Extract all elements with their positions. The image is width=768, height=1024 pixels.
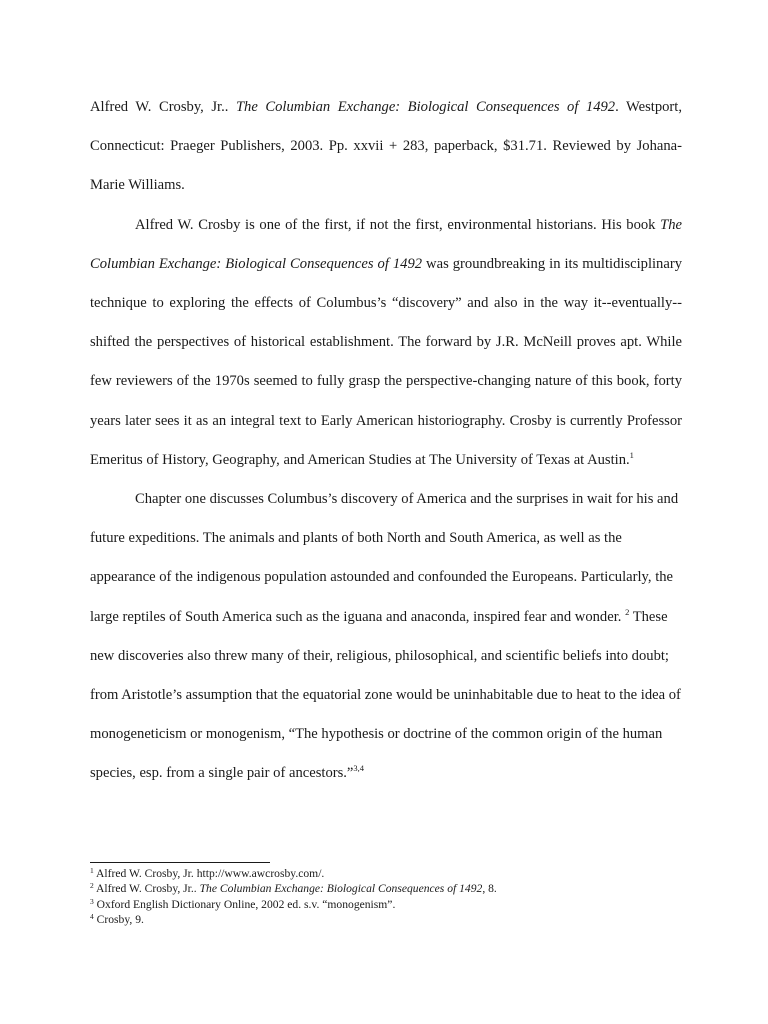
footnotes xyxy=(90,866,682,928)
paragraph-intro-text-b: was groundbreaking in its multidisciplinary technique to exploring the effects of Columbus’s “discovery” and also in the way it--eventually--shifted the perspectives of historical establishment. The forward by J.R. McNeill proves apt. While few reviewers of the 1970s seemed to fully grasp the perspective-changing nature of this book, forty years later sees it as an integral text to Early American historiography. Crosby is currently Professor Emeritus of History, Geography, and American Studies at The University of Texas at Austin. xyxy=(90,255,682,468)
footnote-number: 4 xyxy=(90,912,94,922)
footnote-number: 1 xyxy=(90,866,94,875)
footnote-number: 2 xyxy=(90,881,94,891)
footnote-text-page: , 8. xyxy=(482,882,497,896)
footnote-book-title: The Columbian Exchange: Biological Consequences of 1492 xyxy=(199,882,483,896)
paragraph-chapter-one-text-b: These new discoveries also threw many of their, religious, philosophical, and scientific beliefs into doubt; from Aristotle’s assumption that the equatorial zone would be uninhabitable due to heat to the idea of monogeneticism or monogenism, “The hypothesis or doctrine of the common origin of the human species, esp. from a single pair of ancestors.” xyxy=(90,608,681,782)
paragraph-chapter-one xyxy=(90,480,682,794)
footnote-4 xyxy=(90,912,682,927)
footnote-text: Crosby, 9. xyxy=(93,913,144,927)
citation-paragraph xyxy=(90,88,682,206)
citation-publication: . Westport, Connecticut: Praeger Publishers, 2003. Pp. xxvii + 283, paperback, $31.71. Reviewed by Johana-Marie Williams. xyxy=(90,99,682,194)
footnote-number: 3 xyxy=(90,896,94,906)
footnote-text: Oxford English Dictionary Online, 2002 ed. s.v. “monogenism”. xyxy=(93,897,396,911)
footnote-reference-1[interactable]: 1 xyxy=(629,449,634,460)
footnote-text: Alfred W. Crosby, Jr.. xyxy=(93,882,200,896)
footnote-reference-2[interactable]: 2 xyxy=(625,606,630,617)
paragraph-intro xyxy=(90,206,682,480)
citation-title: The Columbian Exchange: Biological Consequences of 1492 xyxy=(235,99,616,115)
footnote-reference-3-4[interactable]: 3,4 xyxy=(353,763,365,774)
citation-author: Alfred W. Crosby, Jr.. xyxy=(90,99,236,115)
footnote-2 xyxy=(90,881,682,896)
footnote-text: Alfred W. Crosby, Jr. http://www.awcrosby.com/. xyxy=(93,867,325,880)
footnote-divider xyxy=(90,862,270,863)
footnote-3 xyxy=(90,897,682,912)
paragraph-intro-text-a: Alfred W. Crosby is one of the first, if not the first, environmental historians. His book xyxy=(135,216,661,233)
paragraph-chapter-one-text-a: Chapter one discusses Columbus’s discovery of America and the surprises in wait for his and future expeditions. The animals and plants of both North and South America, as well as the appearance of the indigenous population astounded and confounded the Europeans. Particularly, the large reptiles of South America such as the iguana and anaconda, inspired fear and wonder. xyxy=(90,491,679,625)
review-body xyxy=(90,88,682,794)
paragraph-intro-book-title: The Columbian Exchange: Biological Consequences of 1492 xyxy=(90,216,682,272)
footnote-1 xyxy=(90,866,682,881)
